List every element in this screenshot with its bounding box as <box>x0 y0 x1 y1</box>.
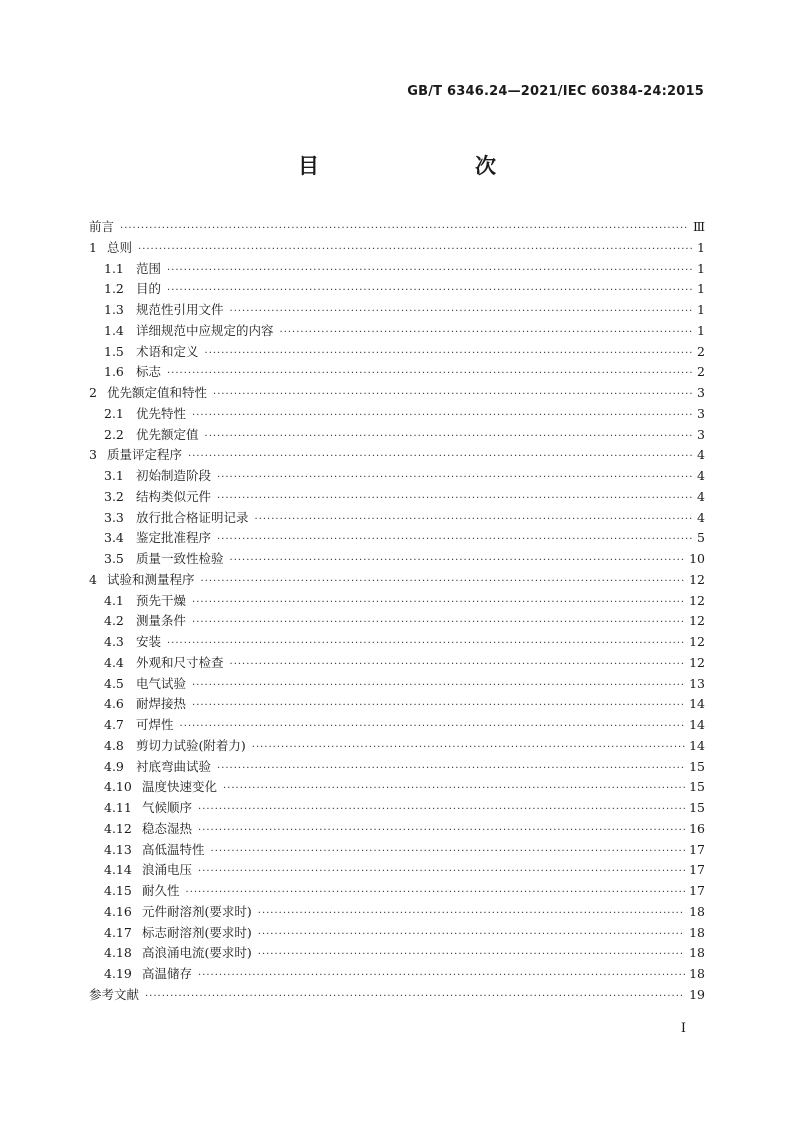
toc-leader-dots <box>205 344 693 365</box>
toc-entry-number: 1 <box>89 239 97 255</box>
toc-entry-label: 标志 <box>136 364 162 380</box>
toc-entry[interactable] <box>89 383 705 404</box>
toc-entry[interactable] <box>89 404 705 425</box>
toc-entry-page: 2 <box>697 343 705 359</box>
toc-entry-page: 13 <box>689 675 705 691</box>
toc-entry[interactable] <box>89 674 705 695</box>
toc-leader-dots <box>280 323 693 344</box>
toc-entry[interactable] <box>89 300 705 321</box>
toc-entry-number: 4.17 <box>104 924 132 940</box>
toc-leader-dots <box>255 510 693 531</box>
toc-entry-label: 剪切力试验(附着力) <box>136 737 246 753</box>
toc-leader-dots <box>213 385 693 406</box>
toc-entry-number: 2.2 <box>104 426 124 442</box>
toc-entry-page: 18 <box>689 945 705 961</box>
toc-entry-page: 4 <box>697 488 705 504</box>
toc-entry[interactable] <box>89 611 705 632</box>
toc-leader-dots <box>192 696 685 717</box>
toc-entry[interactable] <box>89 570 705 591</box>
toc-entry[interactable] <box>89 528 705 549</box>
toc-entry-number: 4.13 <box>104 841 132 857</box>
toc-entry-number: 4.3 <box>104 634 124 649</box>
toc-entry-page: 12 <box>689 571 705 587</box>
toc-entry-page: 1 <box>697 281 705 297</box>
toc-entry-number: 3.2 <box>104 488 124 504</box>
toc-entry-label: 优先特性 <box>136 405 187 421</box>
toc-leader-dots <box>186 883 686 904</box>
toc-entry[interactable] <box>89 943 705 964</box>
toc-entry-number: 1.1 <box>104 260 124 276</box>
toc-entry-page: 1 <box>697 260 705 276</box>
toc-leader-dots <box>145 987 685 1008</box>
toc-entry-label: 耐久性 <box>142 883 180 898</box>
toc-entry-number: 4.15 <box>104 883 132 898</box>
toc-entry-number: 4.7 <box>104 717 124 732</box>
toc-leader-dots <box>201 572 686 593</box>
toc-entry-label: 范围 <box>136 260 162 276</box>
toc-leader-dots <box>258 925 685 946</box>
toc-entry-number: 4.2 <box>104 613 124 629</box>
toc-entry-page: 3 <box>697 426 705 442</box>
toc-entry-label: 高浪涌电流(要求时) <box>142 945 252 961</box>
toc-entry[interactable] <box>89 508 705 529</box>
toc-entry-page: 14 <box>689 737 705 753</box>
toc-entry-page: 15 <box>689 779 705 795</box>
toc-entry-page: 2 <box>697 364 705 380</box>
toc-entry-label: 质量评定程序 <box>107 447 183 463</box>
toc-entry-label: 元件耐溶剂(要求时) <box>142 903 252 919</box>
toc-entry[interactable] <box>89 653 705 674</box>
toc-entry-number: 4.5 <box>104 675 124 691</box>
toc-entry[interactable] <box>89 425 705 446</box>
toc-leader-dots <box>192 593 685 614</box>
toc-entry-number: 4.16 <box>104 903 132 919</box>
toc-entry-number: 1.4 <box>104 322 124 338</box>
toc-entry-label: 浪涌电压 <box>142 862 193 878</box>
toc-entry-number: 2.1 <box>104 405 124 421</box>
toc-entry[interactable] <box>89 860 705 881</box>
toc-leader-dots <box>180 717 686 738</box>
toc-leader-dots <box>167 281 693 302</box>
toc-leader-dots <box>192 676 685 697</box>
toc-entry-page: 18 <box>689 924 705 940</box>
toc-leader-dots <box>217 468 693 489</box>
toc-entry-label: 温度快速变化 <box>142 779 218 795</box>
toc-entry-number: 3.5 <box>104 551 124 566</box>
toc-leader-dots <box>223 779 685 800</box>
toc-entry-label: 标志耐溶剂(要求时) <box>142 924 252 940</box>
toc-entry-page: 17 <box>689 883 705 898</box>
toc-entry-number: 4.18 <box>104 945 132 961</box>
toc-entry[interactable] <box>89 777 705 798</box>
toc-entry-label: 测量条件 <box>136 613 187 629</box>
toc-entry-page: 3 <box>697 385 705 400</box>
standard-code: GB/T 6346.24—2021/IEC 60384-24:2015 <box>407 84 704 99</box>
toc-entry-page: 4 <box>697 509 705 525</box>
toc-entry-label: 气候顺序 <box>142 800 193 815</box>
toc-entry[interactable] <box>89 217 705 238</box>
toc-entry-page: 4 <box>697 447 705 463</box>
toc-entry[interactable] <box>89 487 705 508</box>
toc-entry[interactable] <box>89 736 705 757</box>
toc-entry-page: 1 <box>697 302 705 317</box>
toc-entry[interactable] <box>89 923 705 944</box>
toc-entry-page: 4 <box>697 468 705 483</box>
toc-leader-dots <box>167 634 685 655</box>
toc-entry[interactable] <box>89 715 705 736</box>
toc-entry[interactable] <box>89 591 705 612</box>
toc-leader-dots <box>198 800 685 821</box>
toc-entry[interactable] <box>89 632 705 653</box>
toc-entry-label: 安装 <box>136 634 162 649</box>
toc-entry-number: 4.19 <box>104 966 132 981</box>
toc-entry-number: 1.6 <box>104 364 124 380</box>
page-number: I <box>680 1021 686 1036</box>
toc-entry-page: 17 <box>689 841 705 857</box>
toc-entry-page: 10 <box>689 551 705 566</box>
toc-entry-label: 规范性引用文件 <box>136 302 224 317</box>
toc-leader-dots <box>230 302 693 323</box>
toc-entry[interactable] <box>89 694 705 715</box>
toc-entry[interactable] <box>89 757 705 778</box>
toc-entry-page: 5 <box>697 530 705 546</box>
toc-entry-number: 4.12 <box>104 820 132 836</box>
toc-leader-dots <box>217 489 693 510</box>
toc-entry-label: 术语和定义 <box>136 343 199 359</box>
toc-leader-dots <box>205 427 693 448</box>
toc-entry-number: 4.9 <box>104 758 124 774</box>
toc-entry-page: 14 <box>689 717 705 732</box>
toc-leader-dots <box>192 406 693 427</box>
toc-entry[interactable] <box>89 840 705 861</box>
toc-entry-page: 12 <box>689 654 705 670</box>
toc-leader-dots <box>258 904 685 925</box>
toc-entry-number: 3 <box>89 447 97 463</box>
toc-leader-dots <box>217 759 685 780</box>
toc-entry-number: 4.10 <box>104 779 132 795</box>
toc-leader-dots <box>188 447 693 468</box>
toc-leader-dots <box>120 219 689 240</box>
toc-entry-label: 放行批合格证明记录 <box>136 509 249 525</box>
toc-entry-label: 衬底弯曲试验 <box>136 758 212 774</box>
toc-leader-dots <box>198 821 685 842</box>
toc-entry-page: 1 <box>697 239 705 255</box>
toc-leader-dots <box>167 261 693 282</box>
toc-entry-number: 1.2 <box>104 281 124 297</box>
table-of-contents <box>89 217 705 1006</box>
toc-entry[interactable] <box>89 549 705 570</box>
toc-entry-number: 4.6 <box>104 696 124 712</box>
toc-entry-label: 电气试验 <box>136 675 187 691</box>
toc-entry-label: 质量一致性检验 <box>136 551 224 566</box>
toc-entry-label: 稳态湿热 <box>142 820 193 836</box>
toc-entry[interactable] <box>89 342 705 363</box>
toc-entry-number: 4.1 <box>104 592 124 608</box>
toc-entry[interactable] <box>89 819 705 840</box>
toc-entry-label: 结构类似元件 <box>136 488 212 504</box>
toc-entry-page: 19 <box>689 986 705 1002</box>
toc-entry-label: 试验和测量程序 <box>107 571 195 587</box>
toc-entry-label: 参考文献 <box>89 986 140 1002</box>
toc-entry[interactable] <box>89 259 705 280</box>
toc-entry-page: 15 <box>689 758 705 774</box>
toc-leader-dots <box>198 862 685 883</box>
page-title: 目 次 <box>298 154 534 178</box>
toc-entry[interactable] <box>89 964 705 985</box>
toc-entry-label: 优先额定值 <box>136 426 199 442</box>
toc-entry-number: 4.4 <box>104 654 124 670</box>
toc-entry-label: 高低温特性 <box>142 841 205 857</box>
toc-entry-number: 4.14 <box>104 862 132 878</box>
toc-entry-page: 16 <box>689 820 705 836</box>
toc-entry[interactable] <box>89 985 705 1006</box>
toc-entry-label: 可焊性 <box>136 717 174 732</box>
toc-entry[interactable] <box>89 321 705 342</box>
toc-entry-label: 详细规范中应规定的内容 <box>136 322 274 338</box>
toc-entry-number: 3.1 <box>104 468 124 483</box>
toc-entry-label: 高温储存 <box>142 966 193 981</box>
toc-entry-number: 1.5 <box>104 343 124 359</box>
toc-entry[interactable] <box>89 902 705 923</box>
toc-entry[interactable] <box>89 445 705 466</box>
toc-entry-label: 预先干燥 <box>136 592 187 608</box>
toc-entry-page: 12 <box>689 613 705 629</box>
toc-entry-page: 18 <box>689 966 705 981</box>
toc-entry-number: 2 <box>89 385 97 400</box>
toc-entry-page: 14 <box>689 696 705 712</box>
toc-entry-page: Ⅲ <box>692 219 705 234</box>
toc-entry-number: 1.3 <box>104 302 124 317</box>
toc-entry[interactable] <box>89 466 705 487</box>
toc-entry-number: 3.4 <box>104 530 124 546</box>
toc-leader-dots <box>217 530 693 551</box>
toc-leader-dots <box>192 613 685 634</box>
toc-entry-number: 3.3 <box>104 509 124 525</box>
toc-entry-number: 4.11 <box>104 800 132 815</box>
toc-entry-page: 17 <box>689 862 705 878</box>
toc-entry-label: 耐焊接热 <box>136 696 187 712</box>
toc-leader-dots <box>252 738 685 759</box>
toc-entry-label: 总则 <box>107 239 133 255</box>
toc-entry-label: 优先额定值和特性 <box>107 385 208 400</box>
toc-entry[interactable] <box>89 362 705 383</box>
toc-entry-label: 鉴定批准程序 <box>136 530 212 546</box>
toc-entry[interactable] <box>89 881 705 902</box>
toc-leader-dots <box>138 240 693 261</box>
toc-leader-dots <box>198 966 685 987</box>
toc-leader-dots <box>230 551 686 572</box>
toc-leader-dots <box>211 842 686 863</box>
toc-leader-dots <box>230 655 686 676</box>
toc-entry[interactable] <box>89 279 705 300</box>
toc-entry-label: 外观和尺寸检查 <box>136 654 224 670</box>
toc-leader-dots <box>167 364 693 385</box>
toc-entry-number: 4.8 <box>104 737 124 753</box>
toc-leader-dots <box>258 945 685 966</box>
toc-entry-page: 1 <box>697 322 705 338</box>
toc-entry-page: 15 <box>689 800 705 815</box>
toc-entry[interactable] <box>89 798 705 819</box>
toc-entry-label: 初始制造阶段 <box>136 468 212 483</box>
toc-entry-label: 目的 <box>136 281 162 297</box>
toc-entry[interactable] <box>89 238 705 259</box>
toc-entry-number: 4 <box>89 571 97 587</box>
toc-entry-label: 前言 <box>89 219 115 234</box>
toc-entry-page: 12 <box>689 592 705 608</box>
toc-entry-page: 12 <box>689 634 705 649</box>
toc-entry-page: 3 <box>697 405 705 421</box>
toc-entry-page: 18 <box>689 903 705 919</box>
